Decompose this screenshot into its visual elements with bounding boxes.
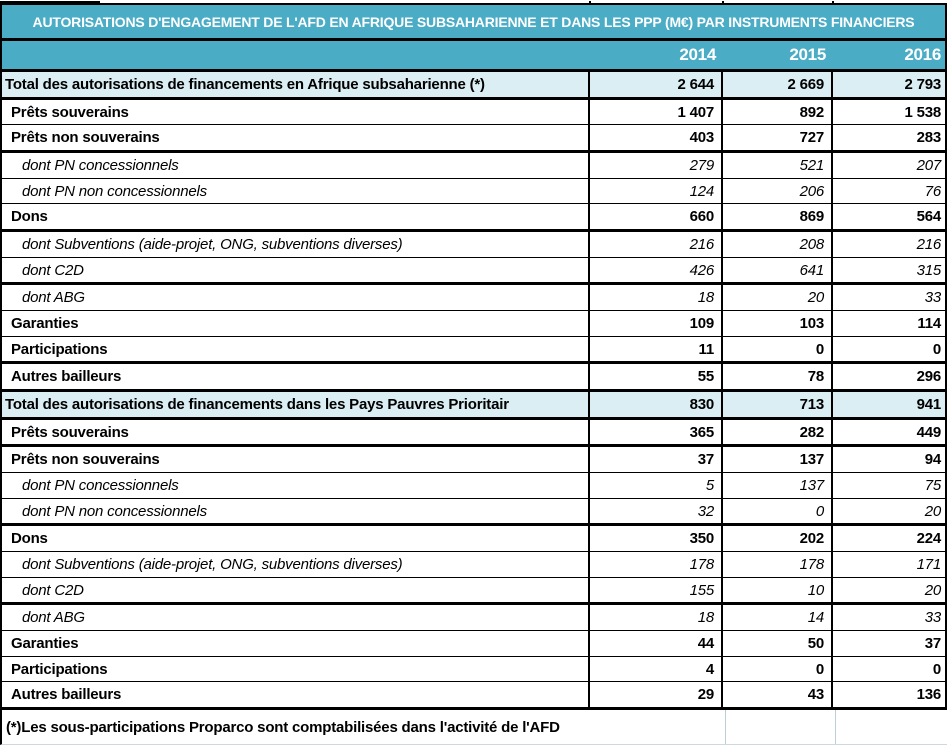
value-cell-2015[interactable]: 14 [723,605,833,630]
value-cell-2015[interactable]: 0 [723,499,833,524]
row-label[interactable]: Participations [2,337,590,362]
value-cell-2014[interactable]: 155 [590,578,723,603]
row-label[interactable]: Prêts souverains [2,100,590,125]
footnote-empty-cell[interactable] [725,710,835,744]
row-label[interactable]: Total des autorisations de financements en Afrique subsaharienne (*) [2,72,590,97]
table-row [2,631,945,657]
value-cell-2014[interactable]: 1 407 [590,100,723,125]
value-cell-2016[interactable]: 76 [924,182,941,200]
row-label[interactable]: Autres bailleurs [2,364,590,389]
value-cell-2016[interactable]: 283 [916,129,941,147]
table-body [0,72,947,710]
row-label[interactable]: Prêts souverains [2,420,590,445]
value-cell-2015[interactable]: 206 [723,179,833,204]
sliver-border-segment [0,1,100,3]
table-row [2,311,945,337]
value-cell-2016[interactable]: 315 [916,261,941,279]
value-cell-2015[interactable]: 641 [723,258,833,283]
table-row [2,232,945,258]
table-row [2,337,945,365]
value-cell-2016[interactable]: 20 [924,581,941,599]
value-cell-2016[interactable]: 33 [924,609,941,627]
value-cell-2016[interactable]: 94 [924,451,941,469]
row-label[interactable]: dont PN non concessionnels [2,499,590,524]
value-cell-2014[interactable]: 365 [590,420,723,445]
table-row [2,657,945,683]
table-row [2,100,945,126]
value-cell-2016[interactable]: 37 [924,634,941,652]
table-row [2,153,945,179]
row-label[interactable]: dont ABG [2,285,590,310]
table-row [2,526,945,552]
column-border-tick [722,1,724,3]
value-cell-2014[interactable]: 660 [590,204,723,229]
value-cell-2016[interactable]: 296 [916,368,941,386]
value-cell-2014[interactable]: 4 [590,657,723,682]
row-label[interactable]: dont ABG [2,605,590,630]
footnote-text: (*)Les sous-participations Proparco sont comptabilisées dans l'activité de l'AFD [6,718,560,736]
column-header-2014[interactable]: 2014 [679,45,716,64]
table-row [2,285,945,311]
value-cell-2016[interactable]: 0 [932,660,941,678]
row-label[interactable]: dont C2D [2,578,590,603]
row-label[interactable]: dont PN concessionnels [2,473,590,498]
value-cell-2015[interactable]: 892 [723,100,833,125]
table-row [2,204,945,232]
value-cell-2015[interactable]: 103 [723,311,833,336]
value-cell-2014[interactable]: 2 644 [590,72,723,97]
footnote-row [0,710,947,745]
value-cell-2014[interactable]: 44 [590,631,723,656]
table-row [2,499,945,527]
row-label[interactable]: Participations [2,657,590,682]
value-cell-2014[interactable]: 216 [590,232,723,257]
row-label[interactable]: dont Subventions (aide-projet, ONG, subventions diverses) [2,232,590,257]
value-cell-2015[interactable]: 20 [723,285,833,310]
value-cell-2016[interactable]: 216 [916,235,941,253]
value-cell-2015[interactable]: 521 [723,153,833,178]
footnote-empty-cell[interactable] [835,710,947,744]
value-cell-2015[interactable]: 178 [723,552,833,577]
value-cell-2016[interactable]: 171 [916,555,941,573]
value-cell-2015[interactable]: 282 [723,420,833,445]
value-cell-2016[interactable]: 1 538 [904,103,941,121]
table-row [2,447,945,473]
value-cell-2014[interactable]: 124 [590,179,723,204]
value-cell-2016[interactable]: 564 [916,208,941,226]
table-title-text: AUTORISATIONS D'ENGAGEMENT DE L'AFD EN AFRIQUE SUBSAHARIENNE ET DANS LES PPP (M€) PAR INSTRUMENTS FINANCIERS [32,13,915,30]
value-cell-2016[interactable]: 20 [924,502,941,520]
row-label[interactable]: Garanties [2,631,590,656]
value-cell-2014[interactable]: 426 [590,258,723,283]
value-cell-2015[interactable]: 10 [723,578,833,603]
value-cell-2014[interactable]: 11 [590,337,723,362]
column-header-2015[interactable]: 2015 [789,45,826,64]
row-label[interactable]: Prêts non souverains [2,125,590,150]
table-row [2,392,945,420]
value-cell-2014[interactable]: 18 [590,285,723,310]
column-header-2016[interactable]: 2016 [904,45,941,64]
value-cell-2014[interactable]: 279 [590,153,723,178]
value-cell-2016[interactable]: 0 [932,340,941,358]
table-row [2,258,945,286]
table-title [0,3,947,41]
table-row [2,179,945,205]
value-cell-2016[interactable]: 2 793 [904,75,941,93]
table-row [2,364,945,392]
table-row [2,578,945,606]
table-row [2,420,945,448]
row-label[interactable]: dont Subventions (aide-projet, ONG, subventions diverses) [2,552,590,577]
value-cell-2016[interactable]: 114 [917,314,941,332]
value-cell-2016[interactable]: 941 [916,395,941,413]
value-cell-2014[interactable]: 109 [590,311,723,336]
value-cell-2016[interactable]: 224 [916,530,941,548]
value-cell-2014[interactable]: 18 [590,605,723,630]
value-cell-2016[interactable]: 449 [916,423,941,441]
table-row [2,605,945,631]
value-cell-2014[interactable]: 350 [590,526,723,551]
row-label[interactable]: dont PN concessionnels [2,153,590,178]
value-cell-2014[interactable]: 830 [590,392,723,417]
value-cell-2015[interactable]: 43 [723,682,833,707]
table-row [2,473,945,499]
row-label[interactable]: Dons [2,526,590,551]
value-cell-2014[interactable]: 29 [590,682,723,707]
value-cell-2015[interactable]: 137 [723,473,833,498]
value-cell-2015[interactable]: 2 669 [723,72,833,97]
year-header-row [0,41,947,72]
value-cell-2015[interactable]: 727 [723,125,833,150]
value-cell-2016[interactable]: 33 [924,289,941,307]
value-cell-2015[interactable]: 208 [723,232,833,257]
row-label[interactable]: Total des autorisations de financements dans les Pays Pauvres Prioritair [2,392,590,417]
cropped-row-sliver [0,0,947,3]
table-row [2,552,945,578]
value-cell-2014[interactable]: 5 [590,473,723,498]
value-cell-2015[interactable]: 0 [723,337,833,362]
value-cell-2015[interactable]: 0 [723,657,833,682]
value-cell-2016[interactable]: 136 [916,686,941,704]
value-cell-2014[interactable]: 32 [590,499,723,524]
row-label[interactable]: dont C2D [2,258,590,283]
row-label[interactable]: Autres bailleurs [2,682,590,707]
table-row [2,72,945,100]
column-border-tick [589,1,591,3]
table-row [2,125,945,153]
row-label[interactable]: dont PN non concessionnels [2,179,590,204]
value-cell-2014[interactable]: 37 [590,447,723,472]
table-row [2,682,945,710]
value-cell-2015[interactable]: 713 [723,392,833,417]
value-cell-2015[interactable]: 202 [723,526,833,551]
column-border-tick [832,1,834,3]
value-cell-2015[interactable]: 869 [723,204,833,229]
value-cell-2016[interactable]: 207 [916,156,941,174]
value-cell-2014[interactable]: 403 [590,125,723,150]
value-cell-2014[interactable]: 178 [590,552,723,577]
value-cell-2014[interactable]: 55 [590,364,723,389]
year-header-spacer [2,41,590,69]
value-cell-2015[interactable]: 50 [723,631,833,656]
row-label[interactable]: Garanties [2,311,590,336]
value-cell-2016[interactable]: 75 [924,476,941,494]
row-label[interactable]: Prêts non souverains [2,447,590,472]
value-cell-2015[interactable]: 78 [723,364,833,389]
row-label[interactable]: Dons [2,204,590,229]
value-cell-2015[interactable]: 137 [723,447,833,472]
